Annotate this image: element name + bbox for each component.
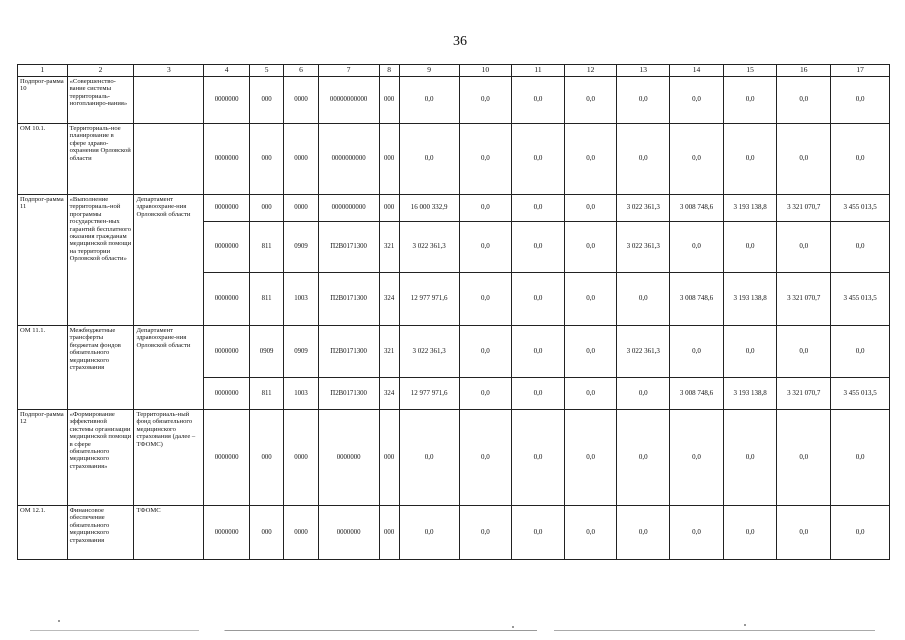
program-label: Подпрог-рамма 11	[18, 195, 68, 326]
header-cell: 2	[67, 65, 134, 77]
cell: 0,0	[670, 326, 724, 378]
cell: 0000000	[204, 77, 250, 124]
cell: 3 455 013,5	[831, 378, 890, 410]
cell: 324	[379, 378, 399, 410]
cell: 0,0	[831, 326, 890, 378]
cell: 0000000	[204, 410, 250, 506]
cell: 0,0	[670, 222, 724, 273]
cell: 811	[249, 273, 283, 326]
scan-speck	[512, 626, 514, 628]
cell: 0,0	[777, 222, 831, 273]
cell: 0,0	[723, 222, 777, 273]
cell: 0,0	[564, 326, 617, 378]
cell: 0909	[284, 222, 318, 273]
cell: 000	[379, 124, 399, 195]
cell: 0,0	[670, 410, 724, 506]
cell: 0,0	[564, 222, 617, 273]
cell: 321	[379, 222, 399, 273]
cell: 0000000	[204, 273, 250, 326]
cell: 0,0	[670, 506, 724, 560]
cell: 0,0	[564, 506, 617, 560]
header-row	[18, 65, 890, 77]
table-row	[18, 195, 890, 222]
program-label: ОМ 10.1.	[18, 124, 68, 195]
cell: 0000000	[204, 222, 250, 273]
cell: 0,0	[512, 124, 565, 195]
executor	[134, 77, 204, 124]
cell: 0,0	[512, 378, 565, 410]
cell: 0,0	[617, 77, 670, 124]
cell: 16 000 332,9	[399, 195, 459, 222]
cell: 0,0	[512, 326, 565, 378]
cell: 0,0	[512, 410, 565, 506]
cell: 0,0	[670, 124, 724, 195]
cell: 0,0	[512, 222, 565, 273]
cell: 811	[249, 378, 283, 410]
cell: 12 977 971,6	[399, 378, 459, 410]
scan-speck	[744, 624, 746, 626]
cell: 000	[249, 195, 283, 222]
table-row	[18, 77, 890, 124]
header-cell: 8	[379, 65, 399, 77]
cell: 0,0	[831, 222, 890, 273]
header-cell: 17	[831, 65, 890, 77]
budget-table	[17, 64, 890, 560]
cell: 0,0	[723, 326, 777, 378]
table-row	[18, 410, 890, 506]
cell: 3 321 070,7	[777, 378, 831, 410]
cell: 0,0	[831, 77, 890, 124]
cell: 3 321 070,7	[777, 273, 831, 326]
table-row	[18, 326, 890, 378]
header-cell: 4	[204, 65, 250, 77]
header-cell: 3	[134, 65, 204, 77]
cell: 3 193 138,8	[723, 273, 777, 326]
cell: 3 455 013,5	[831, 273, 890, 326]
table-row	[18, 124, 890, 195]
cell: 000	[379, 506, 399, 560]
executor: ТФОМС	[134, 506, 204, 560]
cell: 3 455 013,5	[831, 195, 890, 222]
cell: 0,0	[459, 77, 512, 124]
cell: П2В0171300	[318, 378, 379, 410]
cell: 3 022 361,3	[399, 326, 459, 378]
cell: 000	[249, 506, 283, 560]
cell: 324	[379, 273, 399, 326]
cell: 0,0	[617, 124, 670, 195]
cell: 0000000	[318, 410, 379, 506]
header-cell: 7	[318, 65, 379, 77]
program-name: Межбюджетные трансферты бюджетам фондов обязательного медицинского страхования	[67, 326, 134, 410]
program-label: ОМ 11.1.	[18, 326, 68, 410]
program-name: «Совершенство-вание системы территориаль-ногопланиро-вания»	[67, 77, 134, 124]
cell: 0,0	[512, 273, 565, 326]
cell: 0,0	[831, 410, 890, 506]
cell: 0,0	[564, 195, 617, 222]
cell: 000	[249, 124, 283, 195]
program-label: Подпрог-рамма 12	[18, 410, 68, 506]
cell: 0,0	[617, 378, 670, 410]
cell: 3 321 070,7	[777, 195, 831, 222]
table-row	[18, 506, 890, 560]
cell: 000	[249, 77, 283, 124]
cell: 000	[249, 410, 283, 506]
page-number: 36	[453, 34, 467, 49]
cell: 0,0	[723, 410, 777, 506]
program-name: «Выполнение территориаль-ной программы государствен-ных гарантий бесплатного оказания гражданам медицинской помощи на территории Орловской области»	[67, 195, 134, 326]
cell: 0,0	[617, 273, 670, 326]
header-cell: 1	[18, 65, 68, 77]
cell: 0,0	[617, 410, 670, 506]
header-cell: 10	[459, 65, 512, 77]
cell: 0,0	[399, 410, 459, 506]
cell: 0,0	[459, 326, 512, 378]
cell: 0,0	[777, 326, 831, 378]
program-name: «Формирование эффективной системы организации медицинской помощи в сфере обязательного медицинского страхования»	[67, 410, 134, 506]
cell: 0000	[284, 410, 318, 506]
header-cell: 15	[723, 65, 777, 77]
header-cell: 14	[670, 65, 724, 77]
cell: 0,0	[512, 506, 565, 560]
cell: 3 022 361,3	[399, 222, 459, 273]
scan-artifact-line	[30, 630, 875, 631]
cell: 0000000	[318, 506, 379, 560]
cell: 0,0	[399, 506, 459, 560]
cell: 0000000	[204, 124, 250, 195]
cell: 3 008 748,6	[670, 378, 724, 410]
cell: 0,0	[459, 378, 512, 410]
cell: 0,0	[399, 124, 459, 195]
cell: 0,0	[617, 506, 670, 560]
cell: 3 008 748,6	[670, 195, 724, 222]
cell: 0,0	[459, 273, 512, 326]
cell: 0,0	[512, 77, 565, 124]
header-cell: 13	[617, 65, 670, 77]
header-cell: 16	[777, 65, 831, 77]
cell: 3 193 138,8	[723, 378, 777, 410]
cell: 0,0	[564, 77, 617, 124]
cell: П2В0171300	[318, 326, 379, 378]
cell: 0,0	[459, 124, 512, 195]
program-name: Территориаль-ное планирование в сфере здраво-охранения Орловской области	[67, 124, 134, 195]
cell: 0000000000	[318, 195, 379, 222]
cell: 0000000	[204, 195, 250, 222]
cell: 0,0	[670, 77, 724, 124]
cell: 0000	[284, 506, 318, 560]
header-cell: 5	[249, 65, 283, 77]
cell: 0,0	[459, 222, 512, 273]
cell: 321	[379, 326, 399, 378]
cell: 0000000	[204, 378, 250, 410]
cell: 000	[379, 195, 399, 222]
executor: Департамент здравоохране-ния Орловской области	[134, 195, 204, 326]
cell: 0,0	[564, 378, 617, 410]
cell: 1003	[284, 273, 318, 326]
cell: 3 008 748,6	[670, 273, 724, 326]
cell: 1003	[284, 378, 318, 410]
cell: 0,0	[777, 77, 831, 124]
program-label: Подпрог-рамма 10	[18, 77, 68, 124]
cell: 0,0	[723, 124, 777, 195]
cell: 0909	[249, 326, 283, 378]
cell: 0000	[284, 77, 318, 124]
cell: 0,0	[777, 124, 831, 195]
cell: 0,0	[459, 195, 512, 222]
cell: 0,0	[459, 410, 512, 506]
cell: 0,0	[723, 506, 777, 560]
cell: 0000000	[204, 506, 250, 560]
cell: 3 022 361,3	[617, 326, 670, 378]
cell: 0,0	[777, 410, 831, 506]
cell: П2В0171300	[318, 222, 379, 273]
cell: 0,0	[564, 410, 617, 506]
cell: 811	[249, 222, 283, 273]
cell: 0000	[284, 124, 318, 195]
cell: 0,0	[459, 506, 512, 560]
cell: 000	[379, 410, 399, 506]
program-label: ОМ 12.1.	[18, 506, 68, 560]
cell: 0,0	[831, 506, 890, 560]
cell: 0,0	[723, 77, 777, 124]
cell: 0000000000	[318, 124, 379, 195]
header-cell: 6	[284, 65, 318, 77]
cell: 0000000	[204, 326, 250, 378]
cell: 0000	[284, 195, 318, 222]
cell: 0,0	[399, 77, 459, 124]
executor	[134, 124, 204, 195]
cell: 0,0	[512, 195, 565, 222]
cell: 0,0	[564, 124, 617, 195]
cell: 3 022 361,3	[617, 195, 670, 222]
cell: 0,0	[564, 273, 617, 326]
cell: 000	[379, 77, 399, 124]
program-name: Финансовое обеспечение обязательного медицинского страхования	[67, 506, 134, 560]
cell: 3 022 361,3	[617, 222, 670, 273]
cell: 0909	[284, 326, 318, 378]
executor: Территориаль-ный фонд обязательного медицинского страхования (далее – ТФОМС)	[134, 410, 204, 506]
cell: 0,0	[831, 124, 890, 195]
executor: Департамент здравоохране-ния Орловской области	[134, 326, 204, 410]
header-cell: 12	[564, 65, 617, 77]
cell: 12 977 971,6	[399, 273, 459, 326]
header-cell: 9	[399, 65, 459, 77]
cell: П2В0171300	[318, 273, 379, 326]
cell: 0,0	[777, 506, 831, 560]
cell: 00000000000	[318, 77, 379, 124]
cell: 3 193 138,8	[723, 195, 777, 222]
header-cell: 11	[512, 65, 565, 77]
scan-speck	[58, 620, 60, 622]
